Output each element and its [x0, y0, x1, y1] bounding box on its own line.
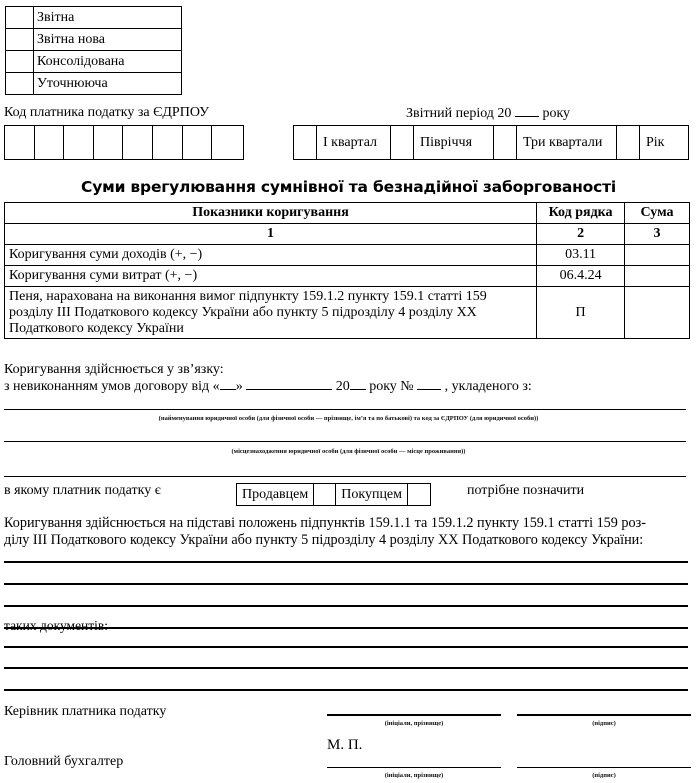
report-type-label: Звітна нова: [34, 29, 182, 51]
role-buyer-checkbox[interactable]: [408, 484, 430, 505]
accountant-name-caption: (ініціали, прізвище): [384, 772, 444, 779]
column-number: 1: [5, 224, 537, 245]
basis-line1: Коригування здійснюється на підставі положень підпунктів 159.1.1 та 159.1.2 пункту 159.1 статті 159 роз-: [4, 515, 646, 531]
role-seller-label: Продавцем: [237, 484, 314, 505]
indicator-cell: Коригування суми витрат (+, −): [5, 266, 537, 287]
contract-number-field[interactable]: [417, 378, 441, 390]
report-type-checkbox[interactable]: [6, 73, 34, 95]
director-name-field[interactable]: [327, 714, 501, 716]
edrpou-digit-cell[interactable]: [123, 126, 153, 159]
period-checkbox-q3[interactable]: [494, 126, 517, 159]
edrpou-digit-cell[interactable]: [64, 126, 94, 159]
connection-line1: Коригування здійснюється у зв’язку:: [4, 362, 224, 377]
edrpou-label: Код платника податку за ЄДРПОУ: [4, 105, 210, 120]
report-type-checkbox[interactable]: [6, 51, 34, 73]
contract-suffix: , укладеного з:: [444, 379, 532, 394]
role-seller-checkbox[interactable]: [314, 484, 336, 505]
page-title: Суми врегулювання сумнівної та безнадійної заборгованості: [81, 178, 616, 196]
code-cell: 06.4.24: [537, 266, 625, 287]
header-code: Код рядка: [537, 203, 625, 224]
counterparty-name-field[interactable]: [4, 409, 686, 410]
contract-quote-close: »: [235, 379, 243, 394]
report-type-table: [5, 6, 182, 95]
counterparty-extra-field[interactable]: [4, 476, 686, 477]
period-label-q1: І квартал: [317, 126, 391, 159]
director-signature-caption: (підпис): [592, 720, 616, 727]
role-suffix: потрібне позначити: [467, 483, 585, 498]
period-label-q3: Три квартали: [517, 126, 617, 159]
connection-line2: [4, 378, 532, 395]
basis-line2: ділу ІІІ Податкового кодексу України або пункту 5 підрозділу 4 розділу ХХ Податкового кодексу України:: [4, 532, 644, 548]
table-row: [5, 266, 690, 287]
director-signature-field[interactable]: [517, 714, 691, 716]
accountant-label: Головний бухгалтер: [4, 754, 124, 769]
basis-line-field[interactable]: [4, 605, 688, 607]
report-type-label: Консолідована: [34, 51, 182, 73]
report-type-row: [6, 73, 182, 95]
contract-day-field[interactable]: [220, 378, 236, 390]
adjustments-table: [4, 202, 690, 339]
table-row: [5, 287, 690, 339]
period-label-suffix: року: [542, 106, 571, 121]
report-type-checkbox[interactable]: [6, 29, 34, 51]
table-header-row: [5, 203, 690, 224]
table-column-numbers-row: [5, 224, 690, 245]
period-label-year: Рік: [646, 134, 665, 150]
edrpou-digit-cell[interactable]: [153, 126, 183, 159]
director-label: Керівник платника податку: [4, 704, 167, 719]
documents-label: таких документів:: [4, 618, 109, 633]
report-type-checkbox[interactable]: [6, 7, 34, 29]
contract-year-prefix: 20: [335, 379, 350, 394]
period-checkbox-year[interactable]: [617, 126, 640, 159]
counterparty-location-caption: (місцезнаходження юридичної особи (для фізичної особи — місце проживання)): [231, 448, 466, 455]
role-buyer-label: Покупцем: [336, 484, 408, 505]
documents-line-field[interactable]: [4, 689, 688, 691]
edrpou-digit-cell[interactable]: [94, 126, 124, 159]
report-type-label: Уточнююча: [34, 73, 182, 95]
edrpou-digit-cell[interactable]: [212, 126, 242, 159]
code-cell: П: [537, 287, 625, 339]
header-sum: Сума: [625, 203, 690, 224]
period-label-half: Півріччя: [414, 126, 494, 159]
contract-number-label: року №: [369, 379, 414, 394]
report-type-row: [6, 7, 182, 29]
accountant-signature-field[interactable]: [517, 767, 691, 768]
counterparty-location-field[interactable]: [4, 441, 686, 442]
period-label-prefix: Звітний період 20: [406, 106, 512, 121]
report-type-row: [6, 29, 182, 51]
column-number: 2: [537, 224, 625, 245]
period-checkbox-half[interactable]: [391, 126, 414, 159]
indicator-cell: Коригування суми доходів (+, −): [5, 245, 537, 266]
accountant-name-field[interactable]: [327, 767, 501, 768]
contract-year-field[interactable]: [350, 378, 366, 390]
documents-line-field[interactable]: [4, 667, 688, 669]
indicator-cell: Пеня, нарахована на виконання вимог підпункту 159.1.2 пункту 159.1 статті 159 розділу ІІІ Податкового кодексу України або пункту 5 підрозділу 4 розділу ХХ Податкового кодексу України: [5, 287, 537, 339]
role-prefix: в якому платник податку є: [4, 483, 161, 498]
table-row: [5, 245, 690, 266]
code-cell: 03.11: [537, 245, 625, 266]
counterparty-name-caption: (найменування юридичної особи (для фізичної особи — прізвище, ім’я та по батькові) та код за ЄДРПОУ (для юридичної особи)): [158, 415, 539, 422]
edrpou-digit-cell[interactable]: [183, 126, 213, 159]
period-options: [293, 125, 689, 160]
edrpou-digit-cell[interactable]: [35, 126, 65, 159]
report-type-label: Звітна: [34, 7, 182, 29]
role-selector: [236, 483, 431, 506]
documents-line-field[interactable]: [4, 646, 688, 648]
edrpou-input: [4, 125, 244, 160]
sum-cell[interactable]: [625, 287, 690, 339]
header-indicator: Показники коригування: [5, 203, 537, 224]
sum-cell[interactable]: [625, 266, 690, 287]
period-checkbox-q1[interactable]: [294, 126, 317, 159]
edrpou-digit-cell[interactable]: [5, 126, 35, 159]
contract-prefix: з невиконанням умов договору від «: [4, 379, 220, 394]
sum-cell[interactable]: [625, 245, 690, 266]
basis-line-field[interactable]: [4, 583, 688, 585]
stamp-label: М. П.: [327, 737, 363, 753]
contract-month-field[interactable]: [246, 378, 332, 390]
column-number: 3: [625, 224, 690, 245]
basis-line-field[interactable]: [4, 561, 688, 563]
period-year-field[interactable]: [515, 105, 539, 117]
accountant-signature-caption: (підпис): [592, 772, 616, 779]
director-name-caption: (ініціали, прізвище): [384, 720, 444, 727]
period-label: [406, 105, 570, 122]
report-type-row: [6, 51, 182, 73]
